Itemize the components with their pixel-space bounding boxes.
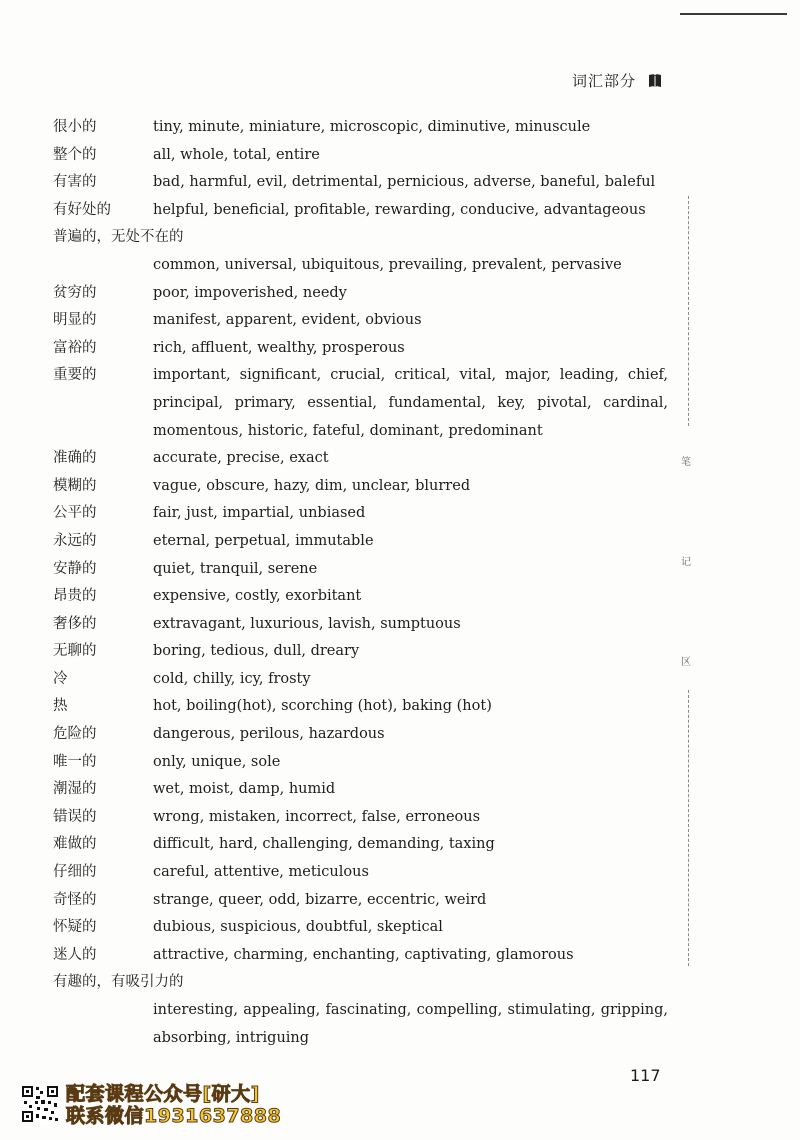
chinese-term: 永远的 bbox=[53, 532, 97, 549]
vocab-entry bbox=[53, 224, 668, 279]
chinese-term: 错误的 bbox=[53, 808, 97, 825]
english-synonyms: accurate, precise, exact bbox=[153, 450, 329, 467]
section-title: 词汇部分 bbox=[571, 72, 636, 90]
chinese-term: 公平的 bbox=[53, 505, 97, 522]
vocab-entry bbox=[53, 887, 668, 915]
chinese-term: 普遍的，无处不在的 bbox=[53, 229, 184, 246]
english-synonyms: eternal, perpetual, immutable bbox=[153, 532, 374, 549]
english-synonyms: helpful, beneficial, profitable, rewarding, conducive, advantageous bbox=[153, 201, 646, 218]
chinese-term: 昂贵的 bbox=[53, 588, 97, 605]
chinese-term: 准确的 bbox=[53, 450, 97, 467]
vocab-entry bbox=[53, 362, 668, 445]
english-synonyms: manifest, apparent, evident, obvious bbox=[153, 312, 422, 329]
vocab-entry bbox=[53, 142, 668, 170]
note-area-char-1: 笔 bbox=[681, 457, 691, 468]
note-area-char-2: 记 bbox=[681, 557, 691, 568]
chinese-term: 有好处的 bbox=[53, 201, 111, 218]
chinese-term: 仔细的 bbox=[53, 864, 97, 881]
chinese-term: 有害的 bbox=[53, 174, 97, 191]
note-area-char-3: 区 bbox=[681, 657, 691, 668]
english-synonyms: careful, attentive, meticulous bbox=[153, 864, 369, 881]
chinese-term: 富裕的 bbox=[53, 339, 97, 356]
chinese-term: 危险的 bbox=[53, 726, 97, 743]
vocab-entry bbox=[53, 969, 668, 1052]
margin-dashed-line-bottom bbox=[688, 690, 689, 966]
margin-dashed-line-top bbox=[688, 196, 689, 426]
english-synonyms: wet, moist, damp, humid bbox=[153, 781, 336, 798]
vocab-entry bbox=[53, 528, 668, 556]
english-synonyms: fair, just, impartial, unbiased bbox=[153, 505, 366, 522]
chinese-term: 有趣的，有吸引力的 bbox=[53, 974, 184, 991]
book-icon bbox=[646, 72, 664, 90]
vocab-entry bbox=[53, 473, 668, 501]
english-synonyms: tiny, minute, miniature, microscopic, diminutive, minuscule bbox=[153, 119, 591, 135]
vocab-entry bbox=[53, 721, 668, 749]
english-synonyms: expensive, costly, exorbitant bbox=[153, 588, 362, 605]
english-synonyms: wrong, mistaken, incorrect, false, erroneous bbox=[153, 808, 481, 825]
english-synonyms: dubious, suspicious, doubtful, skeptical bbox=[153, 919, 443, 936]
vocab-entry bbox=[53, 114, 668, 142]
vocab-entry bbox=[53, 169, 668, 197]
english-synonyms: difficult, hard, challenging, demanding, taxing bbox=[153, 836, 495, 853]
vocab-entry bbox=[53, 556, 668, 584]
chinese-term: 冷 bbox=[53, 670, 68, 687]
vocab-entry bbox=[53, 583, 668, 611]
english-synonyms: cold, chilly, icy, frosty bbox=[153, 670, 311, 687]
english-synonyms: boring, tedious, dull, dreary bbox=[153, 643, 360, 660]
page-number: 117 bbox=[630, 1066, 661, 1085]
english-synonyms: only, unique, sole bbox=[153, 753, 281, 770]
english-synonyms: extravagant, luxurious, lavish, sumptuous bbox=[153, 615, 461, 632]
vocab-entry bbox=[53, 666, 668, 694]
top-rule bbox=[680, 13, 787, 15]
chinese-term: 很小的 bbox=[53, 119, 97, 135]
vocab-entry bbox=[53, 335, 668, 363]
qr-code-icon bbox=[20, 1084, 60, 1124]
vocab-entry bbox=[53, 638, 668, 666]
page-header bbox=[520, 70, 670, 94]
vocab-entry bbox=[53, 776, 668, 804]
english-synonyms: interesting, appealing, fascinating, compelling, stimulating, gripping, absorbing, intriguing bbox=[153, 1002, 668, 1046]
vocab-entry bbox=[53, 831, 668, 859]
english-synonyms: common, universal, ubiquitous, prevailing, prevalent, pervasive bbox=[153, 256, 622, 273]
vocab-entry bbox=[53, 307, 668, 335]
chinese-term: 唯一的 bbox=[53, 753, 97, 770]
chinese-term: 潮湿的 bbox=[53, 781, 97, 798]
english-synonyms: important, significant, crucial, critical, vital, major, leading, chief, principal, primary, essential, fundamental, key, pivotal, cardinal, momentous, historic, fateful, dominant, predominant bbox=[153, 367, 668, 439]
english-synonyms: vague, obscure, hazy, dim, unclear, blurred bbox=[153, 477, 471, 494]
english-synonyms: dangerous, perilous, hazardous bbox=[153, 726, 385, 743]
chinese-term: 怀疑的 bbox=[53, 919, 97, 936]
chinese-term: 无聊的 bbox=[53, 643, 97, 660]
english-synonyms: bad, harmful, evil, detrimental, pernicious, adverse, baneful, baleful bbox=[153, 174, 656, 191]
chinese-term: 奢侈的 bbox=[53, 615, 97, 632]
chinese-term: 迷人的 bbox=[53, 946, 97, 963]
chinese-term: 重要的 bbox=[53, 367, 97, 384]
english-synonyms: quiet, tranquil, serene bbox=[153, 560, 318, 577]
english-synonyms: strange, queer, odd, bizarre, eccentric, weird bbox=[153, 891, 487, 908]
promo-line-2: 联系微信1931637888 bbox=[66, 1105, 282, 1127]
vocab-entry bbox=[53, 445, 668, 473]
chinese-term: 贫穷的 bbox=[53, 284, 97, 301]
chinese-term: 明显的 bbox=[53, 312, 97, 329]
chinese-term: 安静的 bbox=[53, 560, 97, 577]
vocab-entry bbox=[53, 500, 668, 528]
chinese-term: 难做的 bbox=[53, 836, 97, 853]
vocab-entry bbox=[53, 693, 668, 721]
vocab-entry bbox=[53, 280, 668, 308]
vocab-entry bbox=[53, 611, 668, 639]
promo-banner bbox=[66, 1083, 281, 1127]
chinese-term: 奇怪的 bbox=[53, 891, 97, 908]
vocab-entry bbox=[53, 804, 668, 832]
vocab-entry bbox=[53, 942, 668, 970]
vocab-entry bbox=[53, 197, 668, 225]
english-synonyms: rich, affluent, wealthy, prosperous bbox=[153, 339, 405, 356]
chinese-term: 整个的 bbox=[53, 146, 97, 163]
promo-line-1: 配套课程公众号[研大] bbox=[66, 1083, 260, 1105]
english-synonyms: poor, impoverished, needy bbox=[153, 284, 347, 301]
vocabulary-list bbox=[53, 114, 668, 1052]
vocab-entry bbox=[53, 914, 668, 942]
vocab-entry bbox=[53, 859, 668, 887]
vocab-entry bbox=[53, 749, 668, 777]
chinese-term: 热 bbox=[53, 698, 68, 715]
english-synonyms: hot, boiling(hot), scorching (hot), baking (hot) bbox=[153, 698, 492, 715]
english-synonyms: all, whole, total, entire bbox=[153, 146, 320, 163]
chinese-term: 模糊的 bbox=[53, 477, 97, 494]
english-synonyms: attractive, charming, enchanting, captivating, glamorous bbox=[153, 946, 574, 963]
